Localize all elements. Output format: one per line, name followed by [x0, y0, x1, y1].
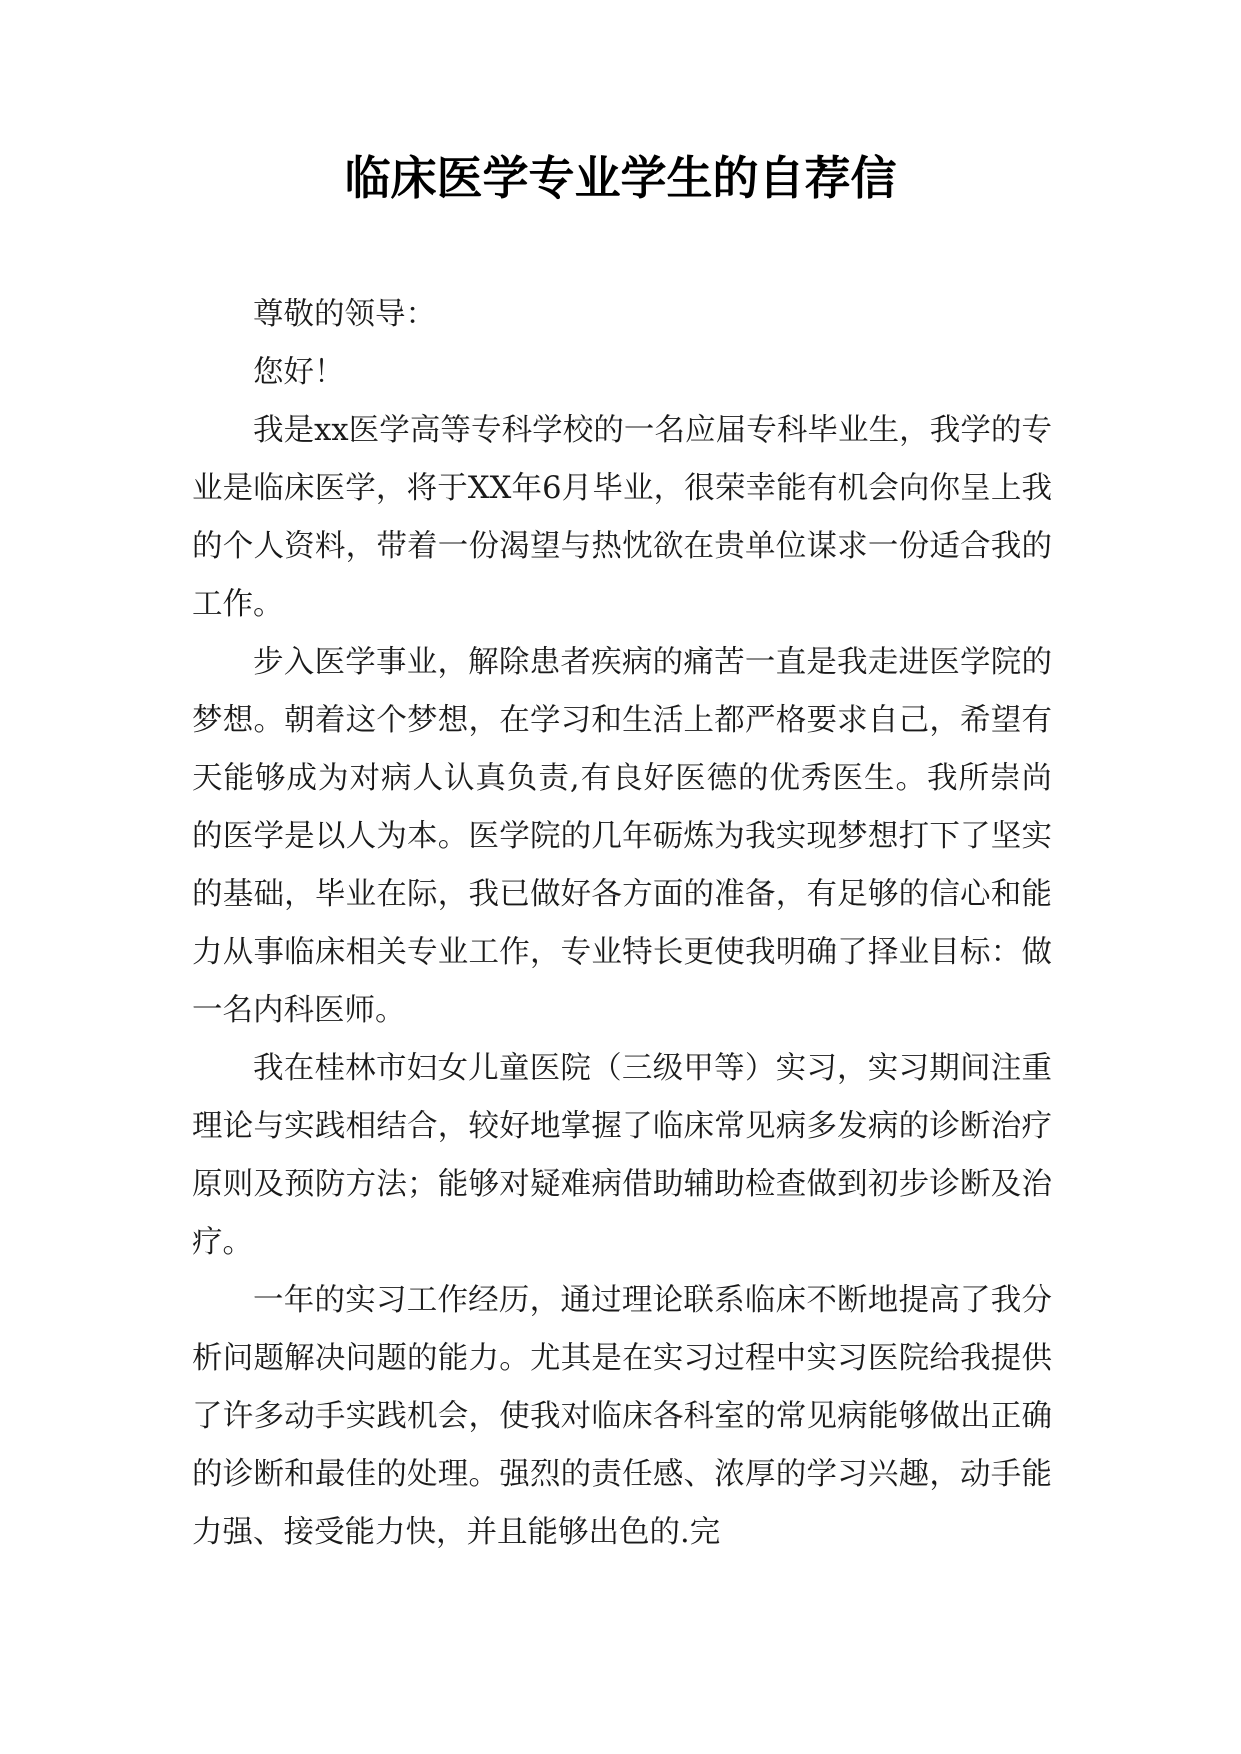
paragraph-experience: 一年的实习工作经历，通过理论联系临床不断地提高了我分析问题解决问题的能力。尤其是在实习过程中实习医院给我提供了许多动手实践机会，使我对临床各科室的常见病能够做出正确的诊断和最佳的处理。强烈的责任感、浓厚的学习兴趣，动手能力强、接受能力快，并且能够出色的.完: [192, 1283, 1052, 1550]
greeting-line: 尊敬的领导：: [253, 297, 436, 332]
document-title: 临床医学专业学生的自荐信: [344, 151, 897, 205]
salutation-line: 您好！: [253, 355, 345, 390]
letter-body: [192, 286, 1052, 1562]
paragraph-intro: 我是xx医学高等专科学校的一名应届专科毕业生，我学的专业是临床医学，将于XX年6月毕业，很荣幸能有机会向你呈上我的个人资料，带着一份渴望与热忱欲在贵单位谋求一份适合我的工作。: [192, 413, 1052, 622]
paragraph-internship: 我在桂林市妇女儿童医院（三级甲等）实习，实习期间注重理论与实践相结合，较好地掌握了临床常见病多发病的诊断治疗原则及预防方法；能够对疑难病借助辅助检查做到初步诊断及治疗。: [192, 1051, 1052, 1260]
paragraph-career-goal: 步入医学事业，解除患者疾病的痛苦一直是我走进医学院的梦想。朝着这个梦想，在学习和生活上都严格要求自己，希望有天能够成为对病人认真负责,有良好医德的优秀医生。我所崇尚的医学是以人为本。医学院的几年砺炼为我实现梦想打下了坚实的基础，毕业在际，我已做好各方面的准备，有足够的信心和能力从事临床相关专业工作，专业特长更使我明确了择业目标：做一名内科医师。: [192, 645, 1052, 1028]
